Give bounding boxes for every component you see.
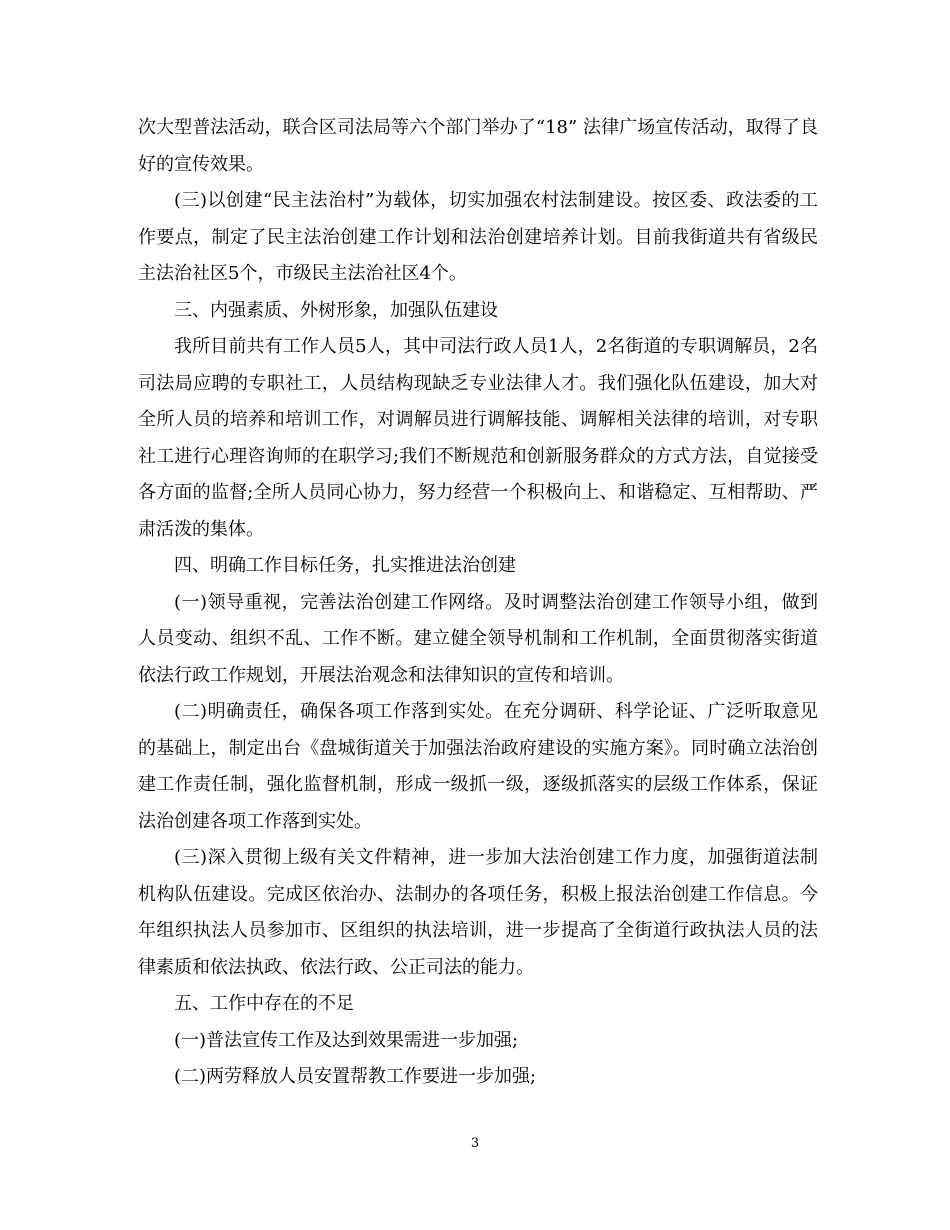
list-item-shortcoming-1: (一)普法宣传工作及达到效果需进一步加强; xyxy=(174,1029,519,1051)
page-number: 3 xyxy=(470,1136,480,1151)
list-item-shortcoming-2: (二)两劳释放人员安置帮教工作要进一步加强; xyxy=(174,1066,537,1087)
paragraph-implementation: (三)深入贯彻上级有关文件精神，进一步加大法治创建工作力度，加强街道法制机构队伍建设。完成区依治办、法制办的各项任务，积极上报法治创建工作信息。今年组织执法人员参加市、区组织的执法培训，进一步提高了全街道行政执法人员的法律素质和依法执政、依法行政、公正司法的能力。 xyxy=(138,847,818,978)
paragraph-responsibility: (二)明确责任，确保各项工作落到实处。在充分调研、科学论证、广泛听取意见的基础上，制定出台《盘城街道关于加强法治政府建设的实施方案》。同时确立法治创建工作责任制，强化监督机制，形成一级抓一级，逐级抓落实的层级工作体系，保证法治创建各项工作落到实处。 xyxy=(138,701,818,832)
section-heading-team-building: 三、内强素质、外树形象，加强队伍建设 xyxy=(174,299,498,321)
section-heading-shortcomings: 五、工作中存在的不足 xyxy=(174,993,354,1014)
paragraph-democratic-rule-village: (三)以创建“民主法治村”为载体，切实加强农村法制建设。按区委、政法委的工作要点，制定了民主法治创建工作计划和法治创建培养计划。目前我街道共有省级民主法治社区5个，市级民主法治社区4个。 xyxy=(138,190,818,284)
paragraph-continuation: 次大型普法活动，联合区司法局等六个部门举办了“18” 法律广场宣传活动，取得了良好的宣传效果。 xyxy=(138,117,818,175)
section-heading-work-goals: 四、明确工作目标任务，扎实推进法治创建 xyxy=(174,555,516,576)
paragraph-staffing: 我所目前共有工作人员5人，其中司法行政人员1人，2名街道的专职调解员，2名司法局应聘的专职社工，人员结构现缺乏专业法律人才。我们强化队伍建设，加大对全所人员的培养和培训工作，对调解员进行调解技能、调解相关法律的培训，对专职社工进行心理咨询师的在职学习;我们不断规范和创新服务群众的方式方法，自觉接受各方面的监督;全所人员同心协力，努力经营一个积极向上、和谐稳定、互相帮助、严肃活泼的集体。 xyxy=(138,336,818,540)
document-body xyxy=(138,110,818,1096)
paragraph-leadership: (一)领导重视，完善法治创建工作网络。及时调整法治创建工作领导小组，做到人员变动、组织不乱、工作不断。建立健全领导机制和工作机制，全面贯彻落实街道依法行政工作规划，开展法治观念和法律知识的宣传和培训。 xyxy=(138,591,818,686)
